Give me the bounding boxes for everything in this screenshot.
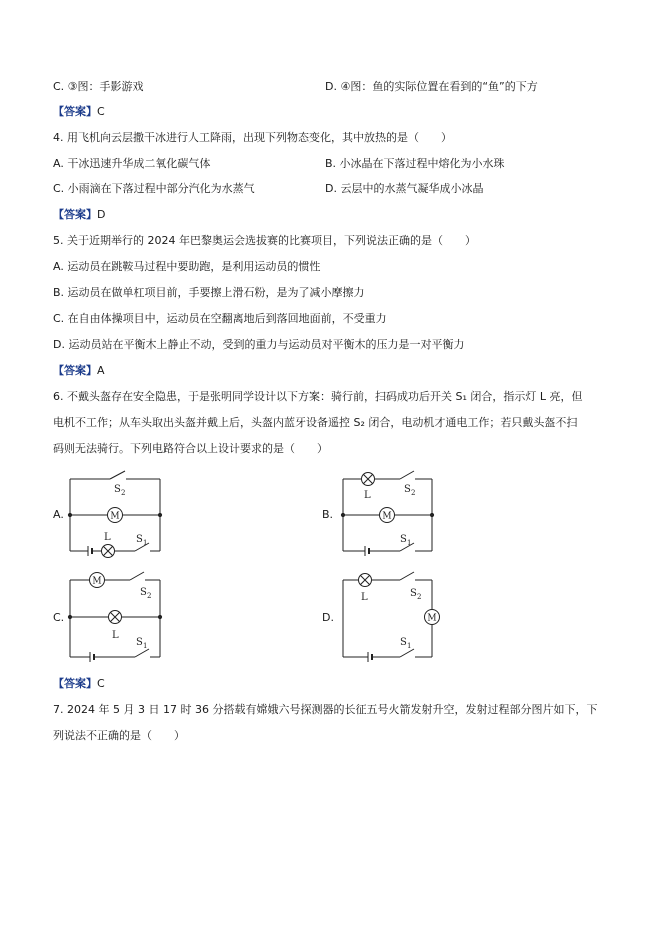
- q5-stem: 5. 关于近期举行的 2024 年巴黎奥运会选拔赛的比赛项目，下列说法正确的是（ ）: [53, 234, 476, 247]
- switch-s2-icon: [400, 471, 414, 479]
- circuit-a-label: A.: [53, 508, 64, 521]
- q4-option-c: C. 小雨滴在下落过程中部分汽化为水蒸气: [53, 182, 255, 195]
- switch-s2-label: S: [140, 587, 147, 598]
- q5-option-d: D. 运动员站在平衡木上静止不动，受到的重力与运动员对平衡木的压力是一对平衡力: [53, 338, 465, 351]
- motor-label: M: [110, 511, 120, 522]
- switch-s1-sub: 1: [143, 539, 148, 547]
- q7-stem-line2: 列说法不正确的是（ ）: [53, 729, 185, 742]
- circuit-c-label: C.: [53, 611, 65, 624]
- motor-label: M: [427, 613, 437, 624]
- q6-stem-line1: 6. 不戴头盔存在安全隐患，于是张明同学设计以下方案：骑行前，扫码成功后开关 S₁ 闭合，指示灯 L 亮，但: [53, 390, 583, 403]
- lamp-label: L: [361, 592, 368, 603]
- lamp-icon: [109, 611, 122, 624]
- motor-label: M: [92, 576, 102, 587]
- q4-answer: 【答案】D: [53, 208, 106, 221]
- switch-s2-label: S: [404, 484, 411, 495]
- circuit-b-label: B.: [322, 508, 334, 521]
- lamp-label: L: [364, 490, 371, 501]
- motor-label: M: [382, 511, 392, 522]
- switch-s2-label: S: [410, 588, 417, 599]
- switch-s2-sub: 2: [411, 489, 416, 497]
- switch-s1-sub: 1: [407, 642, 412, 650]
- lamp-icon: [359, 574, 372, 587]
- q6-stem-line2: 电机不工作；从车头取出头盔并戴上后，头盔内蓝牙设备遥控 S₂ 闭合，电动机才通电工作；若只戴头盔不扫: [53, 416, 578, 429]
- q5-option-b: B. 运动员在做单杠项目前，手要擦上滑石粉，是为了减小摩擦力: [53, 286, 365, 299]
- lamp-label: L: [112, 630, 119, 641]
- q5-option-c: C. 在自由体操项目中，运动员在空翻离地后到落回地面前，不受重力: [53, 312, 387, 325]
- switch-s2-icon: [110, 471, 125, 479]
- q6-stem-line3: 码则无法骑行。下列电路符合以上设计要求的是（ ）: [53, 442, 328, 455]
- q4-option-b: B. 小冰晶在下落过程中熔化为小水珠: [325, 157, 505, 170]
- switch-s1-label: S: [136, 637, 143, 648]
- q7-stem-line1: 7. 2024 年 5 月 3 日 17 时 36 分搭载有嫦娥六号探测器的长征五号火箭发射升空，发射过程部分图片如下，下: [53, 703, 598, 716]
- switch-s2-label: S: [114, 484, 121, 495]
- q3-option-d: D. ④图：鱼的实际位置在看到的“鱼”的下方: [325, 80, 538, 93]
- lamp-icon: [102, 545, 115, 558]
- switch-s2-sub: 2: [121, 489, 126, 497]
- q5-answer: 【答案】A: [53, 364, 105, 377]
- switch-s2-sub: 2: [147, 592, 152, 600]
- lamp-label: L: [104, 532, 111, 543]
- switch-s1-icon: [135, 649, 149, 657]
- switch-s2-icon: [130, 572, 144, 580]
- q6-answer: 【答案】C: [53, 677, 105, 690]
- circuit-d: [343, 572, 440, 662]
- switch-s1-icon: [400, 649, 414, 657]
- lamp-icon: [362, 473, 375, 486]
- q4-stem: 4. 用飞机向云层撒干冰进行人工降雨，出现下列物态变化，其中放热的是（ ）: [53, 131, 452, 144]
- q4-option-d: D. 云层中的水蒸气凝华成小冰晶: [325, 182, 484, 195]
- q5-option-a: A. 运动员在跳鞍马过程中要助跑，是利用运动员的惯性: [53, 260, 321, 273]
- q4-option-a: A. 干冰迅速升华成二氧化碳气体: [53, 157, 211, 170]
- q3-option-c: C. ③图：手影游戏: [53, 80, 144, 93]
- switch-s1-label: S: [400, 637, 407, 648]
- switch-s2-icon: [400, 572, 414, 580]
- switch-s1-sub: 1: [407, 539, 412, 547]
- switch-s1-label: S: [136, 534, 143, 545]
- switch-s1-label: S: [400, 534, 407, 545]
- circuit-d-label: D.: [322, 611, 334, 624]
- switch-s1-sub: 1: [143, 642, 148, 650]
- q3-answer: 【答案】C: [53, 105, 105, 118]
- switch-s2-sub: 2: [417, 593, 422, 601]
